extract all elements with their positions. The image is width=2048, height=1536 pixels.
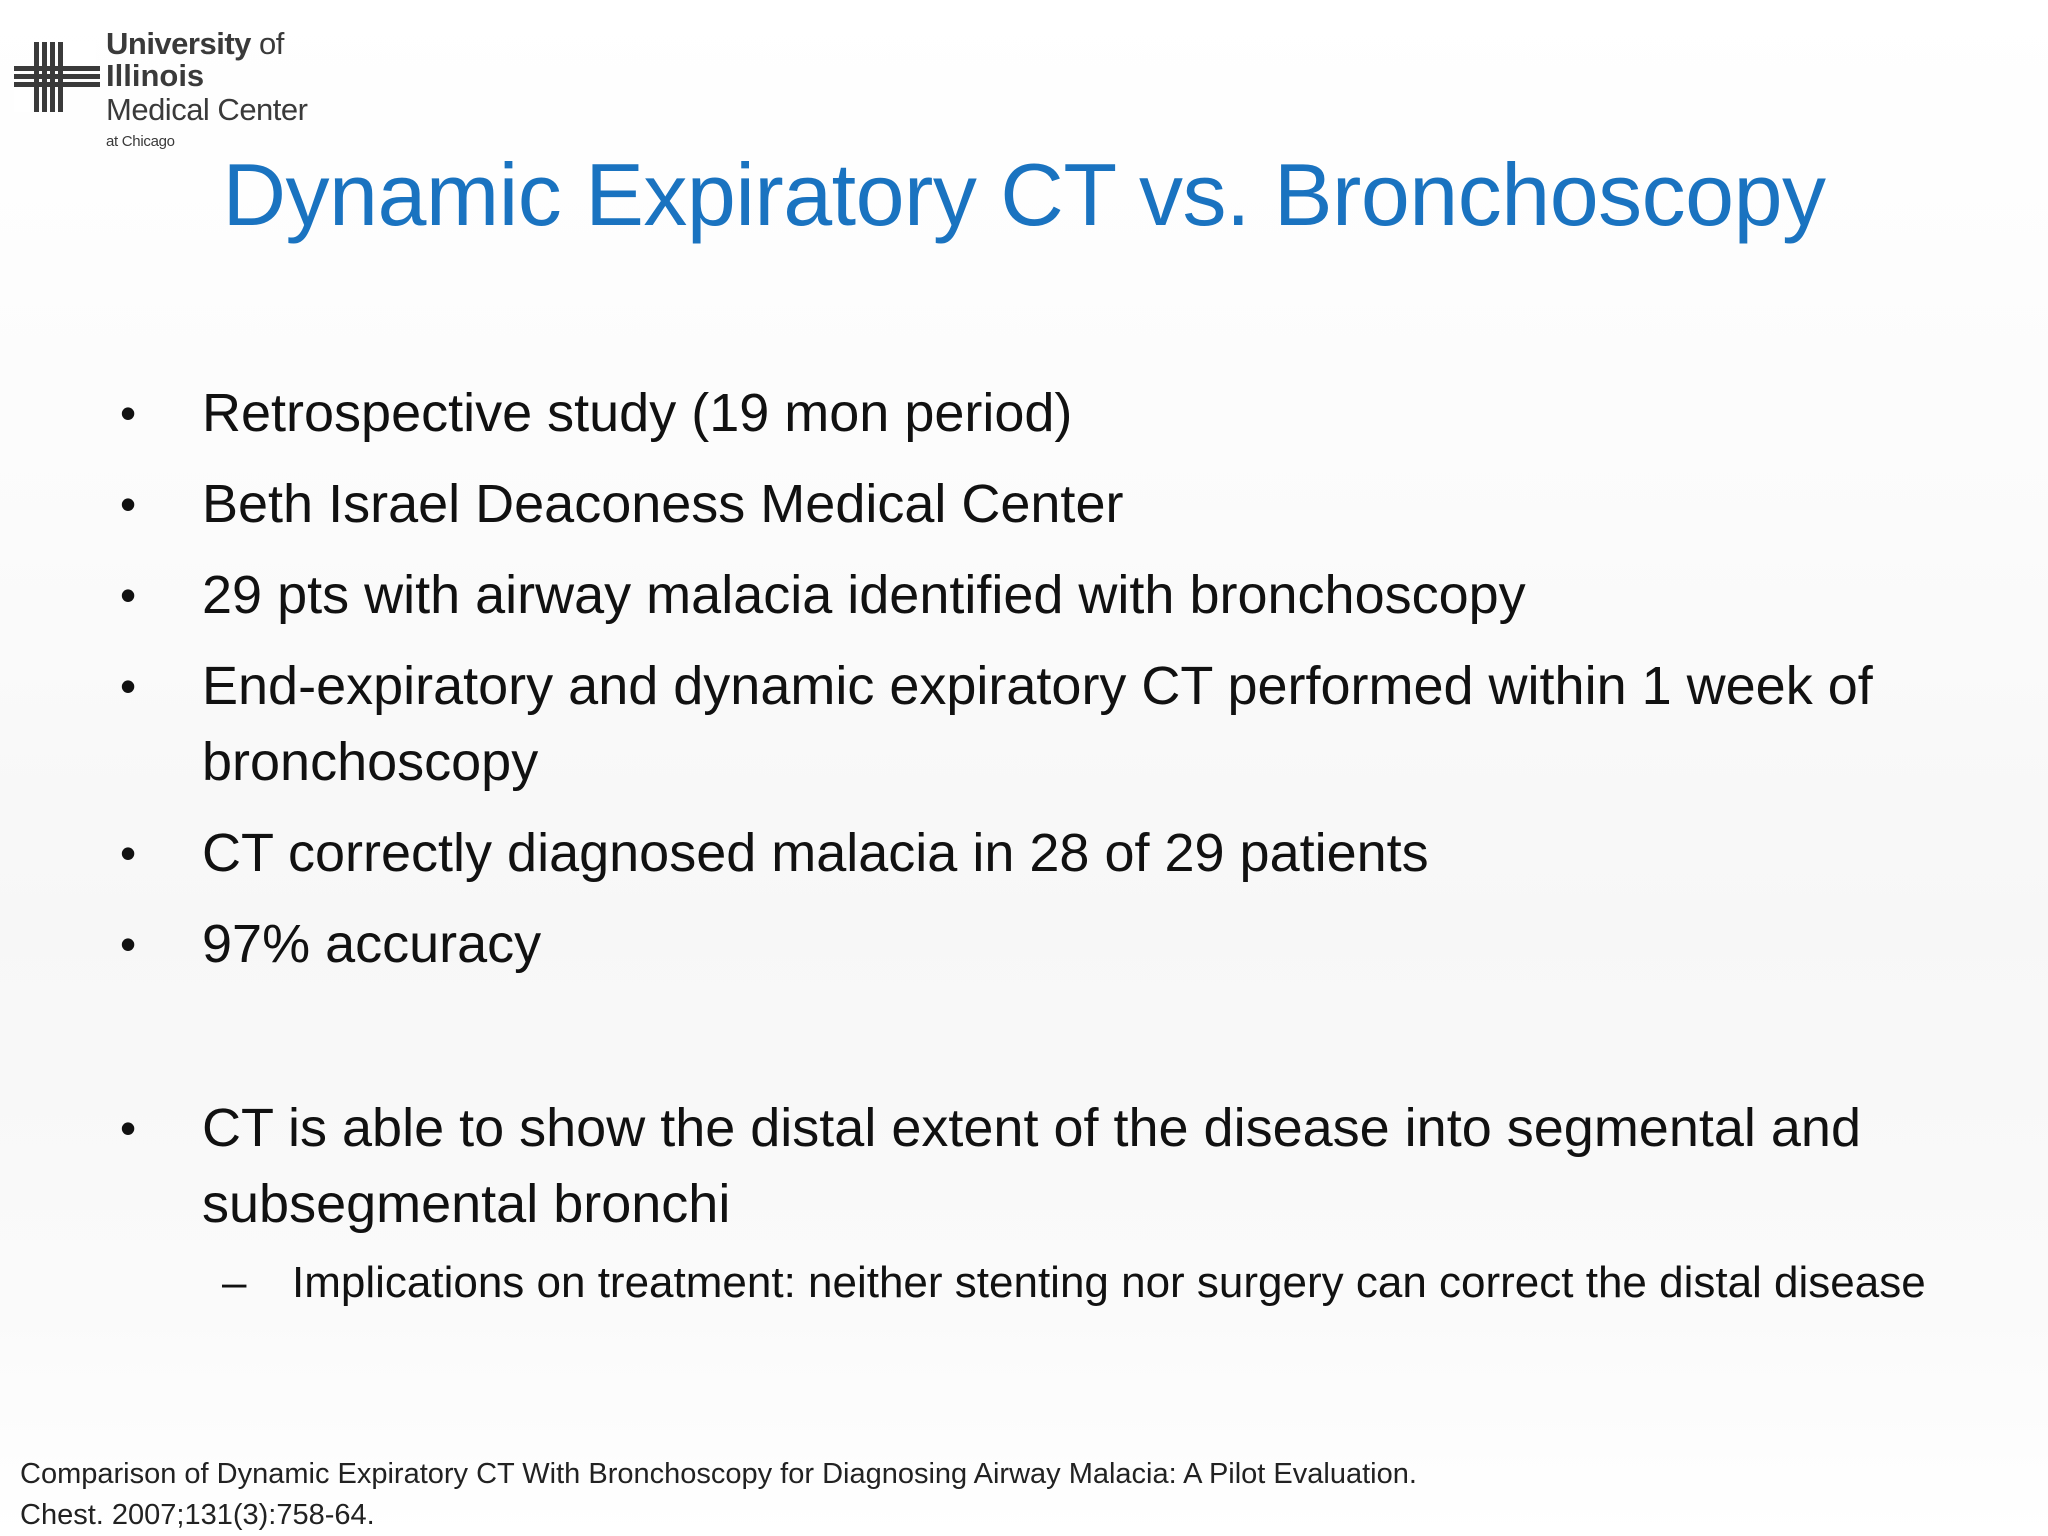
logo-line-university: University of [106, 26, 284, 61]
bullet-text: 97% accuracy [202, 914, 542, 974]
bullet-text: Beth Israel Deaconess Medical Center [202, 474, 1124, 534]
slide-title: Dynamic Expiratory CT vs. Bronchoscopy [222, 145, 1826, 244]
bullet-text: 29 pts with airway malacia identified with bronchoscopy [202, 565, 1526, 625]
bullet-item [120, 557, 1960, 633]
sub-bullet-text: Implications on treatment: neither stenting nor surgery can correct the distal disease [292, 1258, 1926, 1307]
sub-bullet-item [222, 1252, 1942, 1314]
bullet-item [120, 466, 1960, 542]
bullet-item [120, 1090, 1960, 1242]
dash-icon: – [222, 1258, 247, 1307]
bullet-item [120, 906, 1960, 982]
bullet-text: CT correctly diagnosed malacia in 28 of 29 patients [202, 823, 1429, 883]
bullet-dot-icon: • [120, 478, 137, 530]
logo-line-illinois: Illinois [106, 58, 205, 93]
bullet-item [120, 648, 1960, 800]
bullet-dot-icon: • [120, 387, 137, 439]
bullet-dot-icon: • [120, 918, 137, 970]
bullet-text: End-expiratory and dynamic expiratory CT performed within 1 week of bronchoscopy [202, 656, 1873, 792]
bullet-text: Retrospective study (19 mon period) [202, 383, 1073, 443]
bullet-dot-icon: • [120, 660, 137, 712]
citation-line-2: Chest. 2007;131(3):758-64. [20, 1499, 375, 1531]
bullet-dot-icon: • [120, 827, 137, 879]
bullet-item [120, 375, 1960, 451]
citation-line-1: Comparison of Dynamic Expiratory CT With Bronchoscopy for Diagnosing Airway Malacia: A Pilot Evaluation. [20, 1458, 1417, 1490]
bullet-item [120, 815, 1960, 891]
bullet-dot-icon: • [120, 569, 137, 621]
citation [20, 1454, 1820, 1536]
bullet-text: CT is able to show the distal extent of the disease into segmental and subsegmental bronchi [202, 1098, 1861, 1234]
logo-line-at-chicago: at Chicago [106, 133, 175, 150]
bullet-dot-icon: • [120, 1102, 137, 1154]
logo-line-medical-center: Medical Center [106, 92, 308, 127]
